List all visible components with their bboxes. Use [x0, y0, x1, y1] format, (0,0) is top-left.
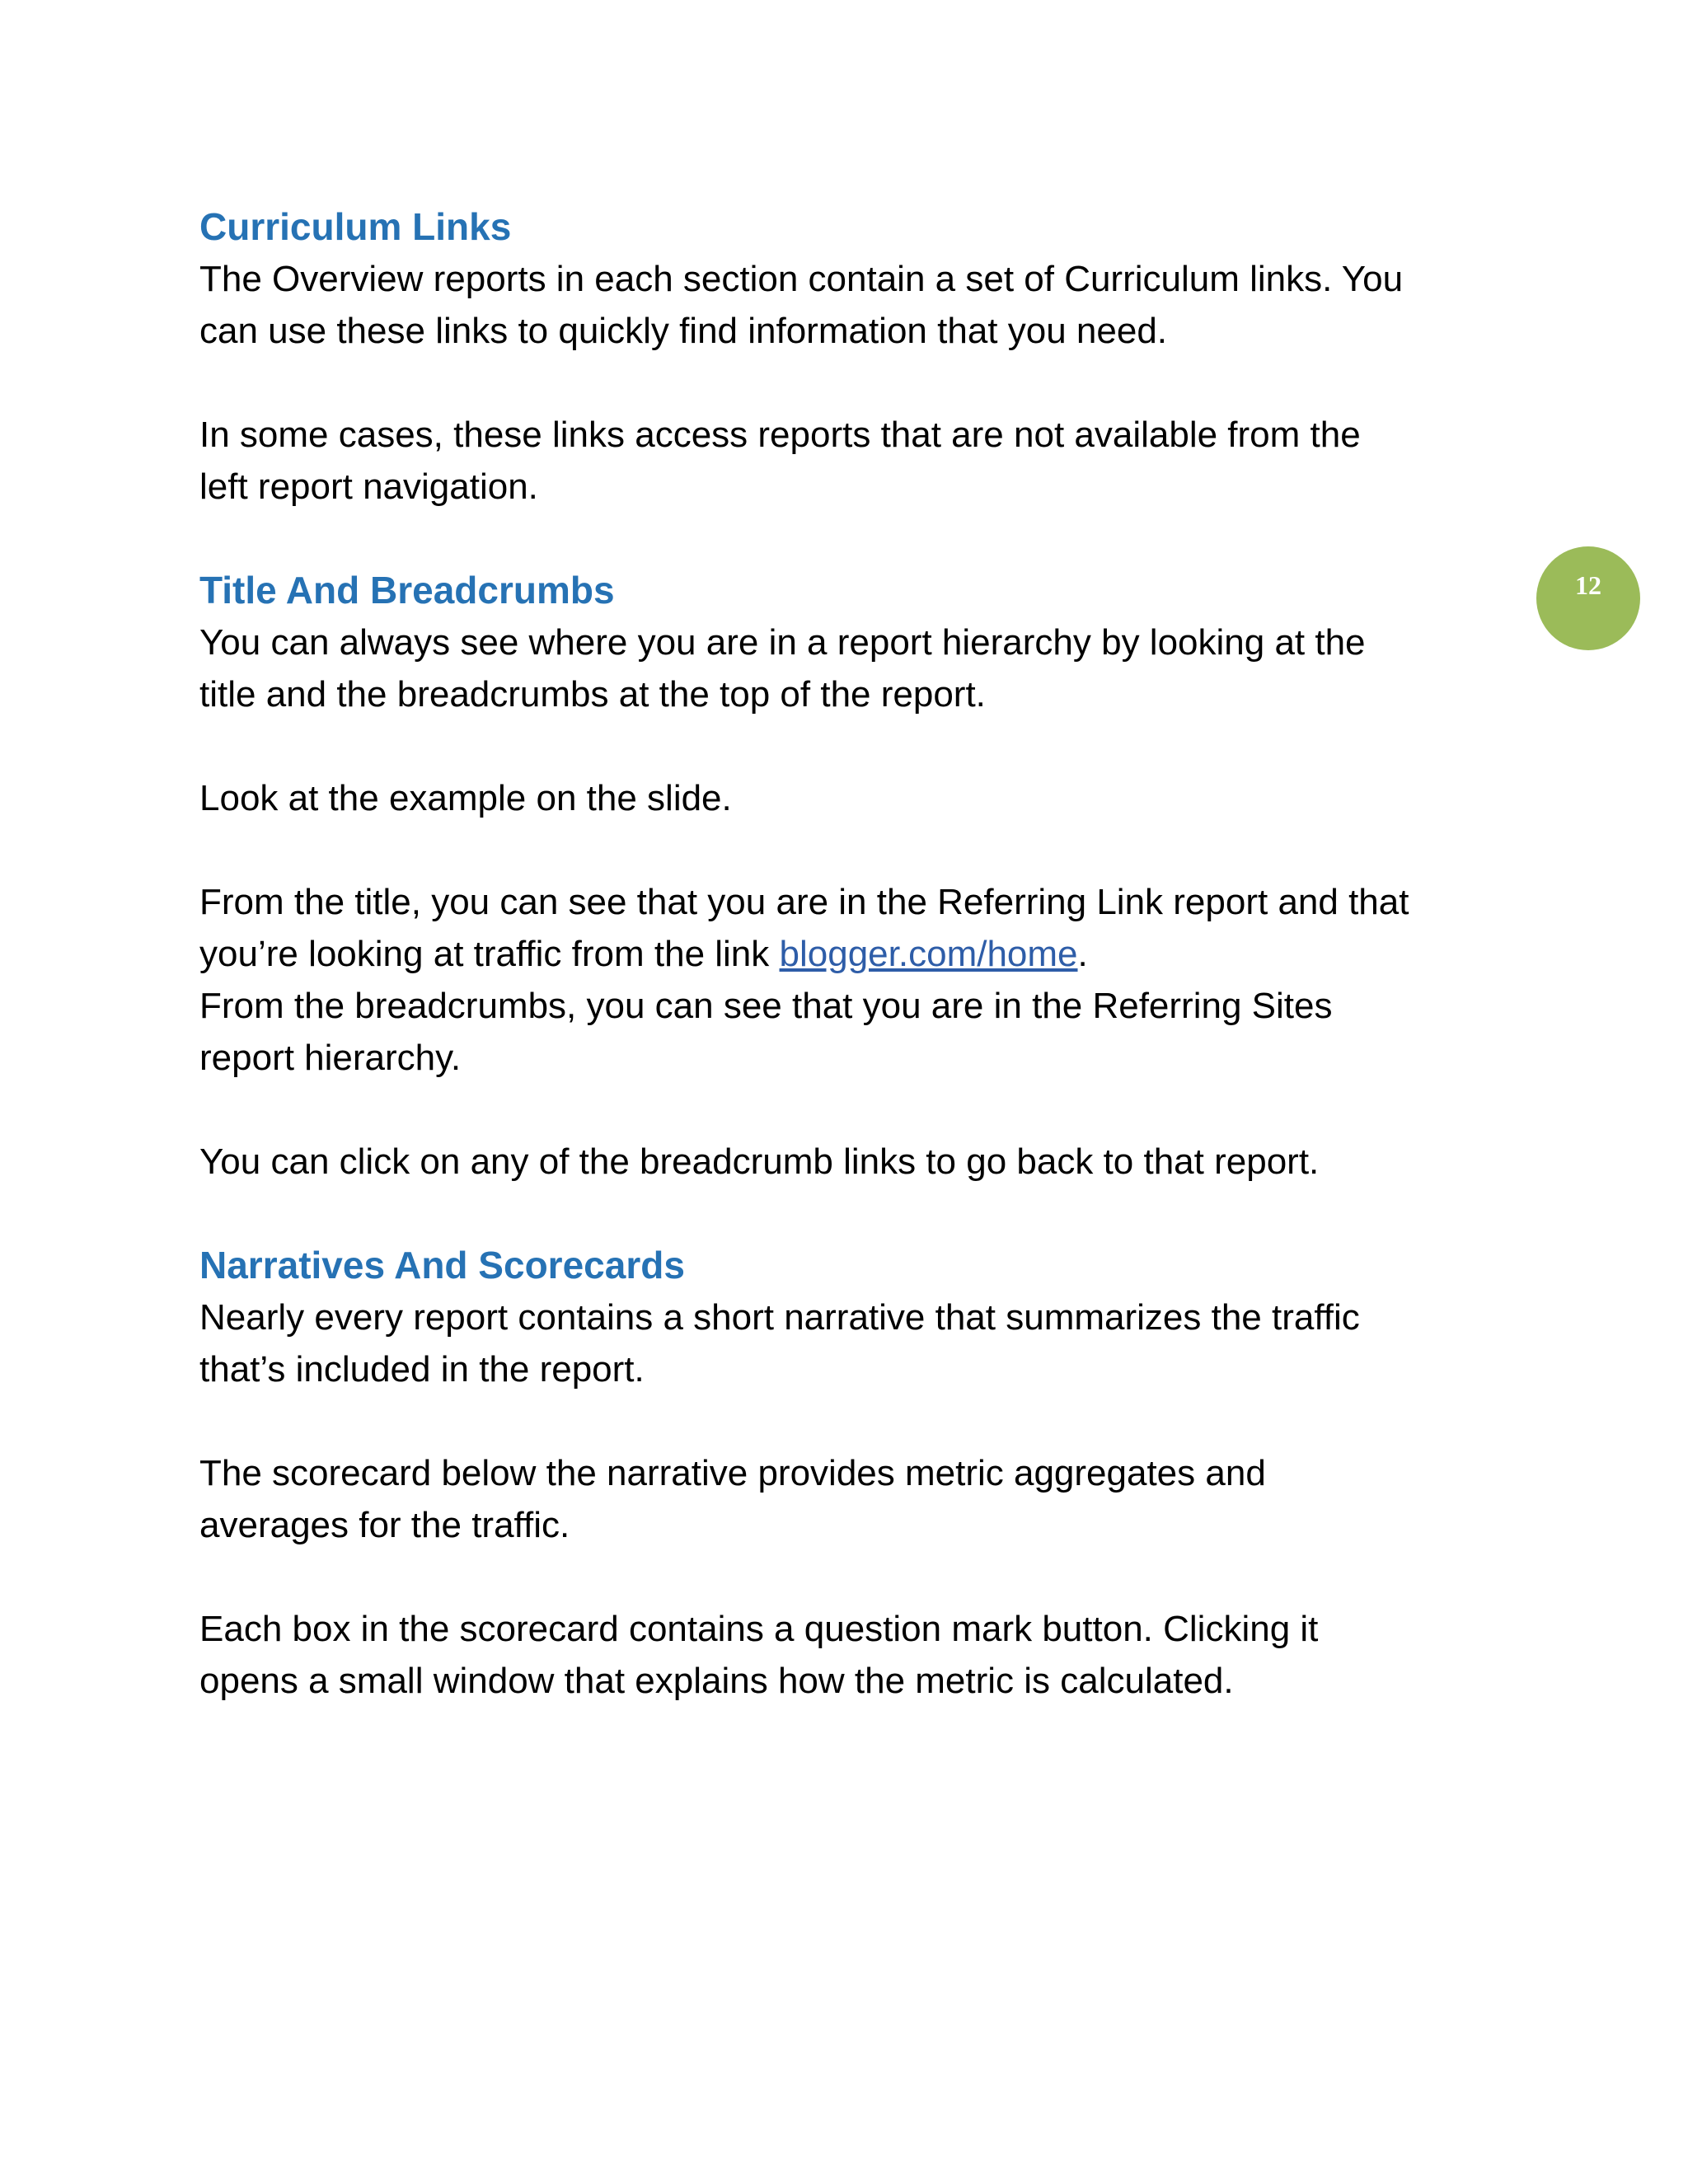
document-body	[199, 201, 1535, 1759]
paragraph: Look at the example on the slide.	[199, 778, 732, 818]
paragraph: The Overview reports in each section contain a set of Curriculum links. You can use these links to quickly find information that you need.	[199, 259, 1404, 351]
page-number: 12	[1575, 570, 1601, 600]
paragraph: The scorecard below the narrative provides metric aggregates and averages for the traffic.	[199, 1453, 1266, 1545]
paragraph-text-after-link: .	[1077, 934, 1088, 974]
paragraph-text-before-link: From the title, you can see that you are in the Referring Link report and that you’re looking at traffic from the link	[199, 882, 1409, 974]
paragraph: Each box in the scorecard contains a question mark button. Clicking it opens a small window that explains how the metric is calculated.	[199, 1609, 1319, 1701]
section-heading-narratives-and-scorecards: Narratives And Scorecards	[199, 1244, 685, 1286]
section-heading-title-and-breadcrumbs: Title And Breadcrumbs	[199, 569, 615, 612]
section-heading-curriculum-links: Curriculum Links	[199, 205, 512, 248]
page-number-badge	[1536, 546, 1640, 650]
paragraph: Nearly every report contains a short narrative that summarizes the traffic that’s included in the report.	[199, 1297, 1360, 1390]
paragraph: You can click on any of the breadcrumb links to go back to that report.	[199, 1141, 1320, 1182]
paragraph: From the breadcrumbs, you can see that you are in the Referring Sites report hierarchy.	[199, 986, 1333, 1078]
blogger-home-link[interactable]: blogger.com/home	[779, 934, 1078, 974]
paragraph: In some cases, these links access reports that are not available from the left report navigation.	[199, 415, 1361, 507]
paragraph-with-link	[199, 876, 1535, 980]
paragraph: You can always see where you are in a report hierarchy by looking at the title and the breadcrumbs at the top of the report.	[199, 622, 1366, 715]
